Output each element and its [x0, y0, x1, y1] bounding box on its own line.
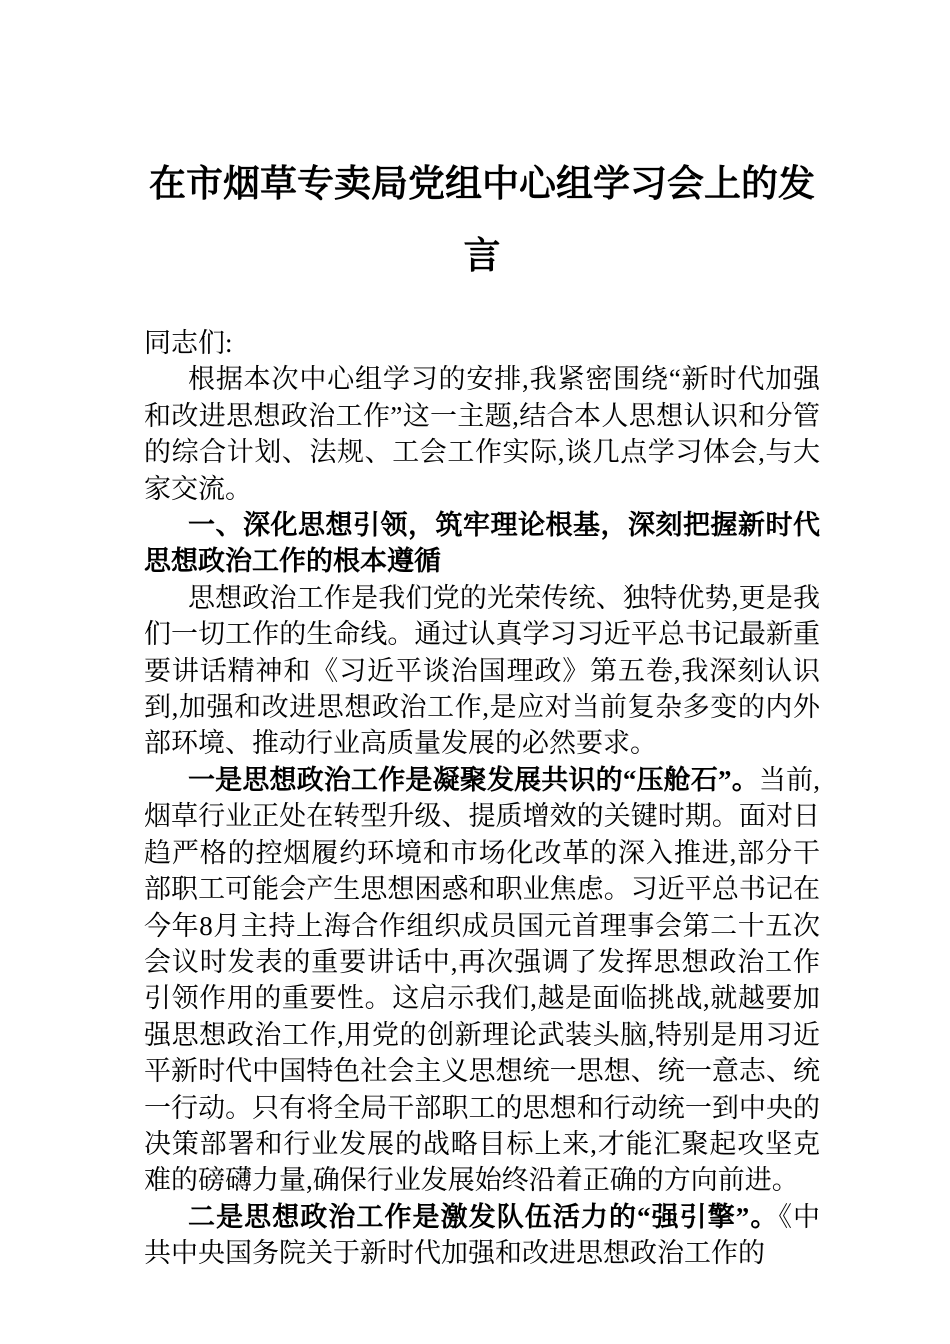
paragraph-body: 思想政治工作是我们党的光荣传统、独特优势,更是我们一切工作的生命线。通过认真学习习近平总书记最新重要讲话精神和《习近平谈治国理政》第五卷,我深刻认识到,加强和改进思想政治工作,是应对当前复杂多变的内外部环境、推动行业高质量发展的必然要求。: [144, 582, 820, 759]
salutation: 同志们:: [144, 328, 233, 358]
paragraph-point-one: [144, 762, 820, 1199]
paragraph-point-two: [144, 1199, 820, 1272]
paragraph-body: 《中共中央国务院关于新时代加强和改进思想政治工作的: [144, 1201, 821, 1269]
paragraph-lead-two: 二是思想政治工作是激发队伍活力的“强引擎”。: [188, 1201, 779, 1232]
paragraph-theory-basis: [144, 580, 820, 762]
document-title: 在市烟草专卖局党组中心组学习会上的发言: [149, 164, 815, 277]
section-heading-1: 一、深化思想引领，筑牢理论根基，深刻把握新时代思想政治工作的根本遵循: [144, 510, 820, 577]
paragraph-intro: 根据本次中心组学习的安排,我紧密围绕“新时代加强和改进思想政治工作”这一主题,结合本人思想认识和分管的综合计划、法规、工会工作实际,谈几点学习体会,与大家交流。: [144, 364, 820, 504]
paragraph-lead-one: 一是思想政治工作是凝聚发展共识的“压舱石”。: [188, 764, 759, 795]
paragraph-body: 当前,烟草行业正处在转型升级、提质增效的关键时期。面对日趋严格的控烟履约环境和市场化改革的深入推进,部分干部职工可能会产生思想困惑和职业焦虑。习近平总书记在今年8月主持上海合作组织成员国元首理事会第二十五次会议时发表的重要讲话中,再次强调了发挥思想政治工作引领作用的重要性。这启示我们,越是面临挑战,就越要加强思想政治工作,用党的创新理论武装头脑,特别是用习近平新时代中国特色社会主义思想统一思想、统一意志、统一行动。只有将全局干部职工的思想和行动统一到中央的决策部署和行业发展的战略目标上来,才能汇聚起攻坚克难的磅礴力量,确保行业发展始终沿着正确的方向前进。: [144, 764, 821, 1196]
